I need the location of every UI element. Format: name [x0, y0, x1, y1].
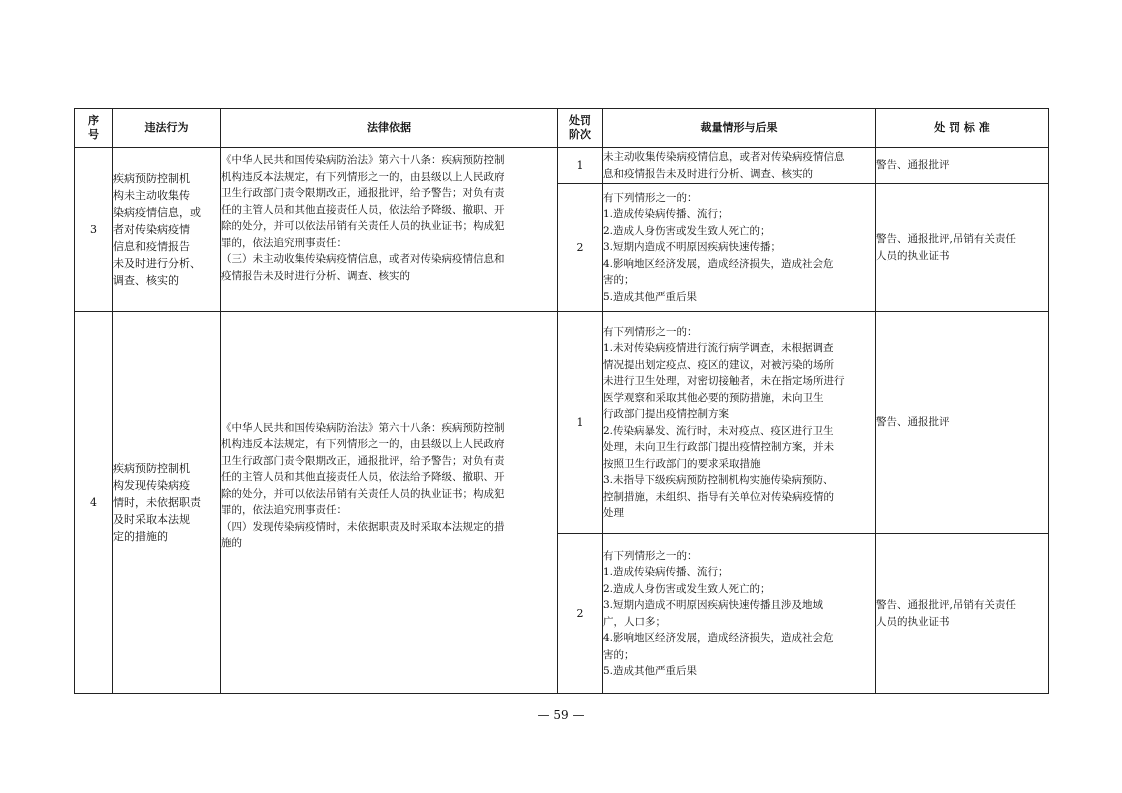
page-number: — 59 —	[537, 708, 585, 722]
table-row	[75, 312, 1049, 534]
row-standard: 警告、通报批评	[876, 148, 1049, 184]
row-standard: 警告、通报批评,吊销有关责任 人员的执业证书	[876, 534, 1049, 694]
row-standard: 警告、通报批评,吊销有关责任 人员的执业证书	[876, 184, 1049, 312]
row-circumstance: 有下列情形之一的： 1.造成传染病传播、流行； 2.造成人身伤害或发生致人死亡的； 3.短期内造成不明原因疾病快速传播； 4.影响地区经济发展，造成经济损失，造成社会危 害的； 5.造成其他严重后果	[603, 184, 876, 312]
row-circumstance: 未主动收集传染病疫情信息，或者对传染病疫情信息 息和疫情报告未及时进行分析、调查、核实的	[603, 148, 876, 184]
row-standard: 警告、通报批评	[876, 312, 1049, 534]
row-seq: 3	[75, 148, 113, 312]
row-circumstance: 有下列情形之一的： 1.造成传染病传播、流行； 2.造成人身伤害或发生致人死亡的； 3.短期内造成不明原因疾病快速传播且涉及地域 广，人口多； 4.影响地区经济发展，造成经济损失，造成社会危 害的； 5.造成其他严重后果	[603, 534, 876, 694]
header-basis: 法律依据	[221, 109, 558, 148]
header-seq: 序 号	[75, 109, 113, 148]
header-stage: 处罚 阶次	[558, 109, 603, 148]
penalty-table	[74, 108, 1049, 694]
row-stage: 2	[558, 534, 603, 694]
row-basis: 《中华人民共和国传染病防治法》第六十八条：疾病预防控制 机构违反本法规定，有下列情形之一的，由县级以上人民政府 卫生行政部门责令限期改正，通报批评，给予警告；对负有责 任的主管人员和其他直接责任人员，依法给予降级、撤职、开 除的处分，并可以依法吊销有关责任人员的执业证书；构成犯 罪的，依法追究刑事责任： （三）未主动收集传染病疫情信息，或者对传染病疫情信息和 疫情报告未及时进行分析、调查、核实的	[221, 148, 558, 312]
table-row	[75, 148, 1049, 184]
row-stage: 1	[558, 148, 603, 184]
header-act: 违法行为	[113, 109, 221, 148]
table-header-row	[75, 109, 1049, 148]
header-standard: 处 罚 标 准	[876, 109, 1049, 148]
row-act: 疾病预防控制机 构未主动收集传 染病疫情信息，或 者对传染病疫情 信息和疫情报告 未及时进行分析、 调查、核实的	[113, 148, 221, 312]
row-circumstance: 有下列情形之一的： 1.未对传染病疫情进行流行病学调查，未根据调查 情况提出划定疫点、疫区的建议，对被污染的场所 未进行卫生处理，对密切接触者，未在指定场所进行 医学观察和采取其他必要的预防措施，未向卫生 行政部门提出疫情控制方案 2.传染病暴发、流行时，未对疫点、疫区进行卫生 处理，未向卫生行政部门提出疫情控制方案，并未 按照卫生行政部门的要求采取措施 3.未指导下级疾病预防控制机构实施传染病预防、 控制措施，未组织、指导有关单位对传染病疫情的 处理	[603, 312, 876, 534]
row-stage: 2	[558, 184, 603, 312]
row-seq: 4	[75, 312, 113, 694]
header-circumstance: 裁量情形与后果	[603, 109, 876, 148]
row-stage: 1	[558, 312, 603, 534]
row-basis: 《中华人民共和国传染病防治法》第六十八条：疾病预防控制 机构违反本法规定，有下列情形之一的，由县级以上人民政府 卫生行政部门责令限期改正，通报批评，给予警告；对负有责 任的主管人员和其他直接责任人员，依法给予降级、撤职、开 除的处分，并可以依法吊销有关责任人员的执业证书；构成犯 罪的，依法追究刑事责任： （四）发现传染病疫情时，未依据职责及时采取本法规定的措 施的	[221, 312, 558, 694]
row-act: 疾病预防控制机 构发现传染病疫 情时，未依据职责 及时采取本法规 定的措施的	[113, 312, 221, 694]
